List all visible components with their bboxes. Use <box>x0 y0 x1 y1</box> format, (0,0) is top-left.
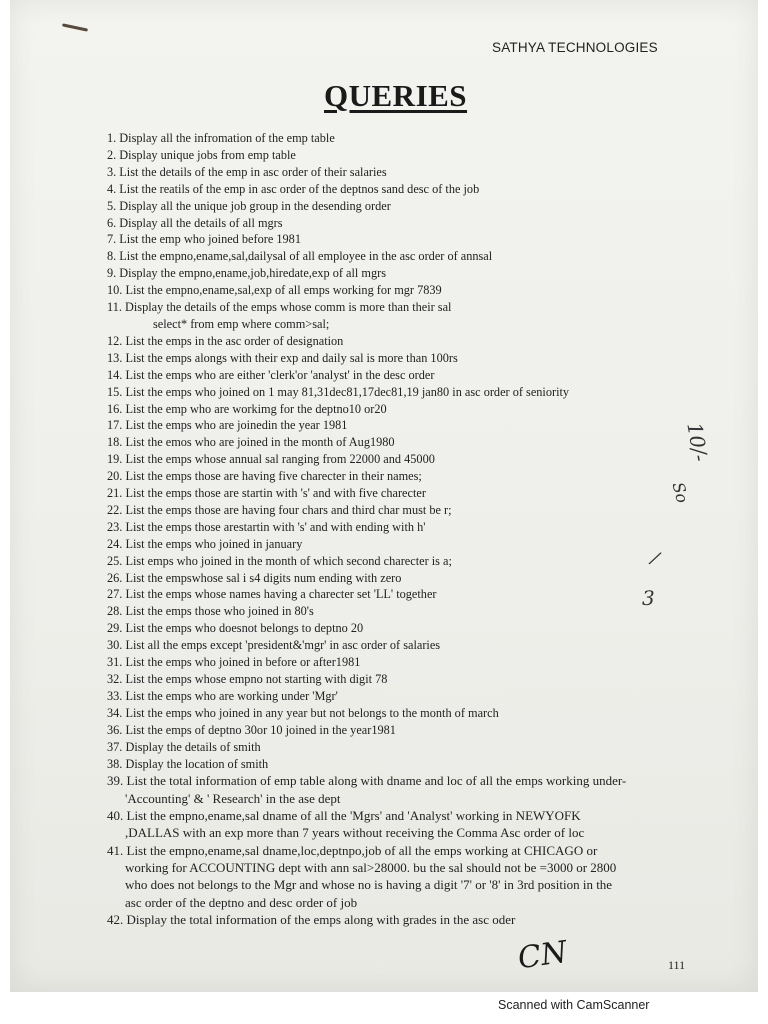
query-answer: select* from emp where comm>sal; <box>153 316 330 331</box>
query-item: 29. List the emps who doesnot belongs to deptno 20 <box>107 621 364 636</box>
handwritten-mark: / <box>648 547 662 570</box>
query-item: 33. List the emps who are working under 'Mgr' <box>107 688 338 703</box>
query-item: 8. List the empno,ename,sal,dailysal of all employee in the asc order of annsal <box>107 249 493 264</box>
query-continuation: who does not belongs to the Mgr and whose no is having a digit '7' or '8' in 3rd position in the <box>125 877 613 893</box>
query-item: 15. List the emps who joined on 1 may 81,31dec81,17dec81,19 jan80 in asc order of seniority <box>107 384 570 399</box>
query-item: 38. Display the location of smith <box>107 756 269 771</box>
query-continuation: asc order of the deptno and desc order of job <box>125 894 358 910</box>
query-item: 3. List the details of the emp in asc order of their salaries <box>107 164 387 179</box>
query-item: 6. Display all the details of all mgrs <box>107 215 283 230</box>
query-item: 19. List the emps whose annual sal ranging from 22000 and 45000 <box>107 452 435 467</box>
query-item: 17. List the emps who are joinedin the year 1981 <box>107 418 348 433</box>
query-item: 30. List all the emps except 'president&'mgr' in asc order of salaries <box>107 638 441 653</box>
query-item: 25. List emps who joined in the month of which second charecter is a; <box>107 553 452 568</box>
handwritten-mark: 3 <box>642 586 655 610</box>
query-item: 24. List the emps who joined in january <box>107 536 303 551</box>
query-item: 36. List the emps of deptno 30or 10 joined in the year1981 <box>107 722 396 737</box>
query-item: 37. Display the details of smith <box>107 739 261 754</box>
query-list <box>107 130 707 928</box>
company-header: SATHYA TECHNOLOGIES <box>492 40 658 55</box>
query-item: 7. List the emp who joined before 1981 <box>107 232 301 247</box>
handwritten-mark: So <box>668 480 693 505</box>
page-number: 111 <box>668 958 686 972</box>
query-item: 9. Display the empno,ename,job,hiredate,exp of all mgrs <box>107 266 386 281</box>
query-item: 10. List the empno,ename,sal,exp of all emps working for mgr 7839 <box>107 283 442 298</box>
query-item: 26. List the empswhose sal i s4 digits num ending with zero <box>107 570 402 585</box>
query-item: 27. List the emps whose names having a charecter set 'LL' together <box>107 587 437 602</box>
query-item: 5. Display all the unique job group in the desending order <box>107 198 391 213</box>
query-item: 42. Display the total information of the emps along with grades in the asc oder <box>107 911 516 927</box>
query-item: 41. List the empno,ename,sal dname,loc,deptnpo,job of all the emps working at CHICAGO or <box>107 842 598 858</box>
query-item: 20. List the emps those are having five charecter in their names; <box>107 469 422 484</box>
query-continuation: working for ACCOUNTING dept with ann sal>28000. bu the sal should not be =3000 or 2800 <box>125 859 617 875</box>
handwritten-mark: 10/- <box>682 420 713 464</box>
query-item: 23. List the emps those arestartin with 's' and with ending with h' <box>107 519 426 534</box>
scanned-page <box>10 0 758 992</box>
query-item: 14. List the emps who are either 'clerk'or 'analyst' in the desc order <box>107 367 435 382</box>
page-title: QUERIES <box>324 78 468 113</box>
query-item: 39. List the total information of emp table along with dname and loc of all the emps working under- <box>107 773 627 789</box>
query-continuation: 'Accounting' & ' Research' in the ase dept <box>125 790 341 806</box>
query-item: 28. List the emps those who joined in 80's <box>107 604 314 619</box>
pen-mark <box>62 23 88 31</box>
query-item: 22. List the emps those are having four chars and third char must be r; <box>107 502 452 517</box>
query-item: 16. List the emp who are workimg for the deptno10 or20 <box>107 401 387 416</box>
query-item: 2. Display unique jobs from emp table <box>107 147 296 162</box>
query-continuation: ,DALLAS with an exp more than 7 years without receiving the Comma Asc order of loc <box>125 825 585 841</box>
query-item: 18. List the emos who are joined in the month of Aug1980 <box>107 435 395 450</box>
query-item: 40. List the empno,ename,sal dname of all the 'Mgrs' and 'Analyst' working in NEWYOFK <box>107 808 581 824</box>
query-item: 12. List the emps in the asc order of designation <box>107 333 344 348</box>
scanner-watermark: Scanned with CamScanner <box>498 998 650 1012</box>
query-item: 11. Display the details of the emps whose comm is more than their sal <box>107 300 452 315</box>
query-item: 1. Display all the infromation of the emp table <box>107 131 335 145</box>
query-item: 13. List the emps alongs with their exp and daily sal is more than 100rs <box>107 350 458 365</box>
query-item: 34. List the emps who joined in any year but not belongs to the month of march <box>107 705 499 720</box>
query-item: 21. List the emps those are startin with 's' and with five charecter <box>107 486 426 501</box>
query-item: 4. List the reatils of the emp in asc order of the deptnos sand desc of the job <box>107 181 480 196</box>
signature: CN <box>515 934 570 977</box>
query-item: 31. List the emps who joined in before or after1981 <box>107 655 361 670</box>
query-item: 32. List the emps whose empno not starting with digit 78 <box>107 672 388 686</box>
